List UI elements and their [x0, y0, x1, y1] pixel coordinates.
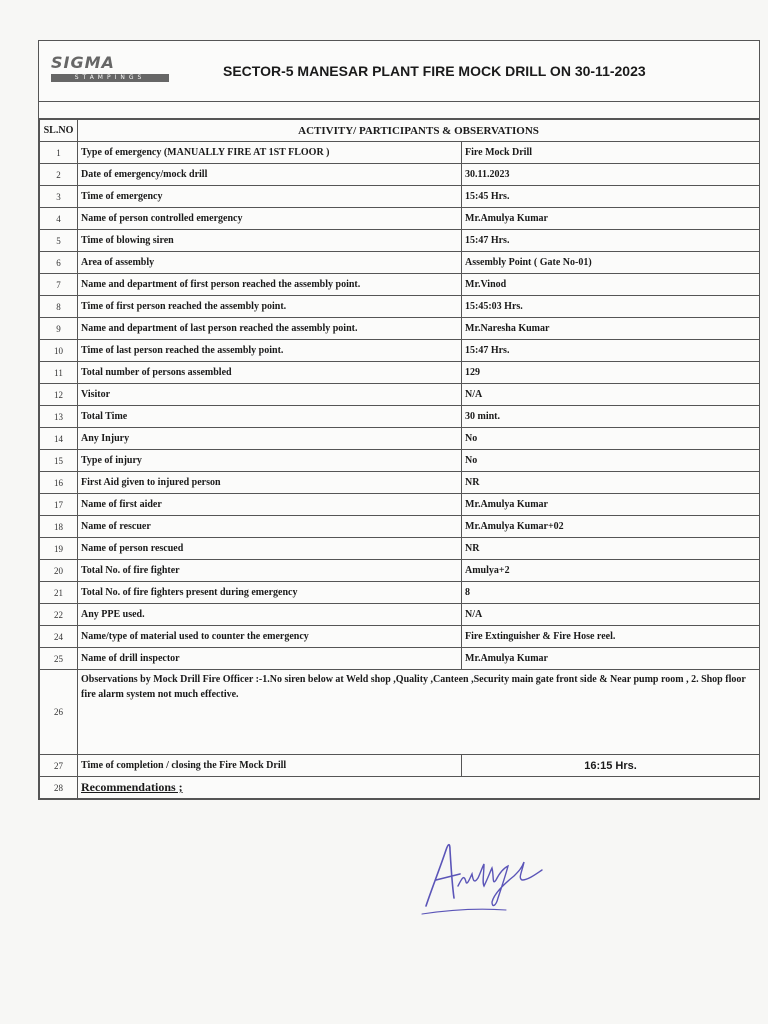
- row-number: 15: [40, 450, 78, 472]
- observation-table: [39, 119, 760, 799]
- table-row: [40, 516, 760, 538]
- row-label: Type of emergency (MANUALLY FIRE AT 1ST FLOOR ): [78, 142, 462, 164]
- header-spacer: [39, 102, 759, 119]
- table-row: [40, 340, 760, 362]
- row-number: 18: [40, 516, 78, 538]
- column-header-slno: SL.NO: [40, 120, 78, 142]
- row-label: Type of injury: [78, 450, 462, 472]
- table-row: [40, 296, 760, 318]
- row-label: Name and department of last person reached the assembly point.: [78, 318, 462, 340]
- row-value: Mr.Amulya Kumar+02: [462, 516, 760, 538]
- row-number: 13: [40, 406, 78, 428]
- row-label: Any PPE used.: [78, 604, 462, 626]
- row-number: 14: [40, 428, 78, 450]
- table-body: [40, 142, 760, 799]
- row-label: Time of last person reached the assembly point.: [78, 340, 462, 362]
- row-number: 5: [40, 230, 78, 252]
- table-header-row: [40, 120, 760, 142]
- table-row: [40, 318, 760, 340]
- row-label: Time of blowing siren: [78, 230, 462, 252]
- completion-label: Time of completion / closing the Fire Mock Drill: [78, 755, 462, 777]
- row-number: 2: [40, 164, 78, 186]
- row-label: Name of drill inspector: [78, 648, 462, 670]
- row-value: 15:47 Hrs.: [462, 340, 760, 362]
- table-row: [40, 428, 760, 450]
- row-value: 30.11.2023: [462, 164, 760, 186]
- row-value: NR: [462, 538, 760, 560]
- signature-image: [418, 828, 548, 918]
- row-value: No: [462, 428, 760, 450]
- row-label: Date of emergency/mock drill: [78, 164, 462, 186]
- row-number: 4: [40, 208, 78, 230]
- table-row: [40, 208, 760, 230]
- row-number: 9: [40, 318, 78, 340]
- table-row: [40, 472, 760, 494]
- table-row: [40, 362, 760, 384]
- recommendations-label: Recommendations ;: [78, 777, 760, 799]
- row-label: Total Time: [78, 406, 462, 428]
- table-row: [40, 582, 760, 604]
- mock-drill-report: [38, 40, 760, 800]
- document-title: SECTOR-5 MANESAR PLANT FIRE MOCK DRILL ON 30-11-2023: [223, 63, 646, 79]
- row-value: 8: [462, 582, 760, 604]
- row-number: 26: [40, 670, 78, 755]
- recommendations-row: [40, 777, 760, 799]
- table-row: [40, 560, 760, 582]
- column-header-activity: ACTIVITY/ PARTICIPANTS & OBSERVATIONS: [78, 120, 760, 142]
- completion-row: [40, 755, 760, 777]
- row-value: Mr.Vinod: [462, 274, 760, 296]
- row-number: 11: [40, 362, 78, 384]
- row-number: 24: [40, 626, 78, 648]
- row-number: 20: [40, 560, 78, 582]
- row-number: 3: [40, 186, 78, 208]
- table-row: [40, 538, 760, 560]
- row-label: Name and department of first person reached the assembly point.: [78, 274, 462, 296]
- table-row: [40, 494, 760, 516]
- table-row: [40, 230, 760, 252]
- row-value: No: [462, 450, 760, 472]
- row-number: 25: [40, 648, 78, 670]
- table-row: [40, 604, 760, 626]
- row-label: First Aid given to injured person: [78, 472, 462, 494]
- row-label: Name of first aider: [78, 494, 462, 516]
- row-label: Area of assembly: [78, 252, 462, 274]
- row-value: Fire Mock Drill: [462, 142, 760, 164]
- completion-value: 16:15 Hrs.: [462, 755, 760, 777]
- row-value: 15:47 Hrs.: [462, 230, 760, 252]
- table-row: [40, 450, 760, 472]
- row-value: Mr.Amulya Kumar: [462, 648, 760, 670]
- row-value: Fire Extinguisher & Fire Hose reel.: [462, 626, 760, 648]
- row-number: 8: [40, 296, 78, 318]
- table-row: [40, 186, 760, 208]
- row-label: Name of person rescued: [78, 538, 462, 560]
- row-number: 22: [40, 604, 78, 626]
- row-value: 15:45 Hrs.: [462, 186, 760, 208]
- row-label: Time of first person reached the assembly point.: [78, 296, 462, 318]
- observation-row: [40, 670, 760, 755]
- table-row: [40, 384, 760, 406]
- table-row: [40, 274, 760, 296]
- row-label: Total number of persons assembled: [78, 362, 462, 384]
- row-label: Time of emergency: [78, 186, 462, 208]
- table-row: [40, 164, 760, 186]
- row-value: Mr.Naresha Kumar: [462, 318, 760, 340]
- row-value: Amulya+2: [462, 560, 760, 582]
- row-value: NR: [462, 472, 760, 494]
- row-label: Name/type of material used to counter the emergency: [78, 626, 462, 648]
- table-row: [40, 252, 760, 274]
- row-value: 30 mint.: [462, 406, 760, 428]
- row-label: Any Injury: [78, 428, 462, 450]
- row-number: 7: [40, 274, 78, 296]
- row-number: 17: [40, 494, 78, 516]
- row-number: 28: [40, 777, 78, 799]
- company-logo: [51, 53, 171, 87]
- row-label: Visitor: [78, 384, 462, 406]
- logo-text: SIGMA: [51, 53, 115, 72]
- row-label: Name of person controlled emergency: [78, 208, 462, 230]
- row-number: 21: [40, 582, 78, 604]
- row-number: 6: [40, 252, 78, 274]
- row-number: 12: [40, 384, 78, 406]
- row-value: 15:45:03 Hrs.: [462, 296, 760, 318]
- logo-subtext: STAMPINGS: [51, 74, 169, 82]
- report-header: [39, 41, 759, 102]
- row-label: Name of rescuer: [78, 516, 462, 538]
- row-label: Total No. of fire fighter: [78, 560, 462, 582]
- row-number: 1: [40, 142, 78, 164]
- row-number: 19: [40, 538, 78, 560]
- row-number: 16: [40, 472, 78, 494]
- row-number: 10: [40, 340, 78, 362]
- row-value: Assembly Point ( Gate No-01): [462, 252, 760, 274]
- row-value: N/A: [462, 384, 760, 406]
- table-row: [40, 406, 760, 428]
- row-label: Total No. of fire fighters present during emergency: [78, 582, 462, 604]
- observation-text: Observations by Mock Drill Fire Officer :-1.No siren below at Weld shop ,Quality ,Canteen ,Security main gate front side & Near pump room , 2. Shop floor fire alarm system not much effective.: [78, 670, 760, 755]
- row-value: Mr.Amulya Kumar: [462, 208, 760, 230]
- table-row: [40, 626, 760, 648]
- row-value: N/A: [462, 604, 760, 626]
- row-value: Mr.Amulya Kumar: [462, 494, 760, 516]
- row-number: 27: [40, 755, 78, 777]
- table-row: [40, 648, 760, 670]
- row-value: 129: [462, 362, 760, 384]
- table-row: [40, 142, 760, 164]
